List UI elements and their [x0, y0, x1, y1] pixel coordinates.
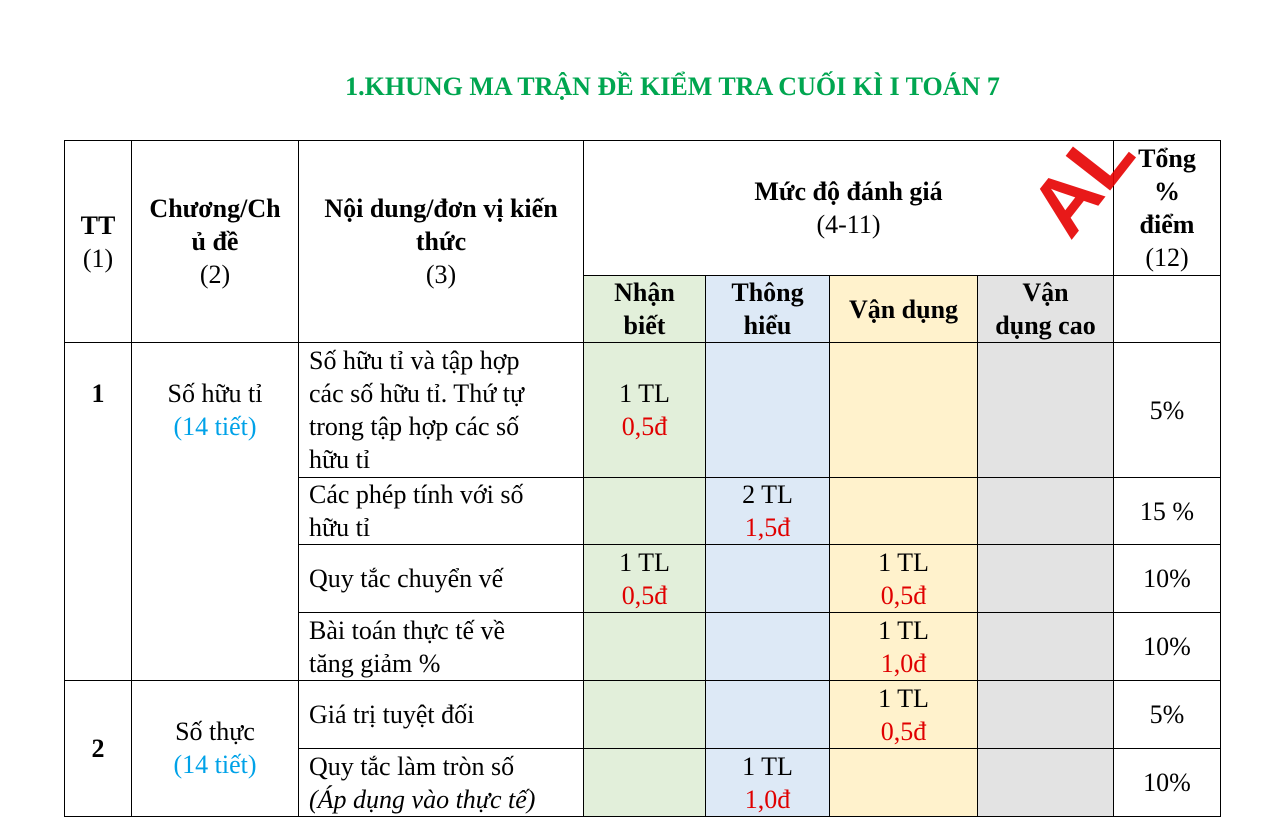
question-count: 1 TL	[619, 547, 670, 577]
cell-vdc	[978, 478, 1114, 545]
header-content-line1: Nội dung/đơn vị kiến	[324, 194, 558, 223]
total-percent: 5%	[1149, 395, 1185, 425]
topic-number	[65, 343, 132, 681]
cell-nb	[584, 613, 706, 681]
cell-vdc	[978, 613, 1114, 681]
content-unit	[299, 681, 584, 749]
points-value: 1,0đ	[880, 648, 927, 678]
header-nb-line1: Nhận	[614, 278, 675, 307]
header-tt-label: TT	[80, 210, 116, 240]
total-percent-cell	[1114, 478, 1221, 545]
cell-nb	[584, 343, 706, 478]
cell-vd	[830, 749, 978, 817]
points-value: 0,5đ	[621, 412, 668, 441]
cell-vd	[830, 545, 978, 613]
total-percent: 10%	[1143, 632, 1191, 661]
question-count: 1 TL	[742, 751, 793, 781]
chapter-name: Số hữu tỉ	[167, 379, 263, 408]
content-unit	[299, 613, 584, 681]
document-title: 1.KHUNG MA TRẬN ĐỀ KIỂM TRA CUỐI KÌ I TOÁN 7	[345, 72, 1000, 101]
header-th-line2: hiểu	[743, 311, 792, 340]
header-level-label: Mức độ đánh giá	[754, 177, 943, 206]
header-level-nhan-biet	[584, 276, 706, 343]
content-unit	[299, 343, 584, 478]
cell-th	[706, 343, 830, 478]
question-count: 2 TL	[742, 480, 793, 509]
header-level-van-dung	[830, 276, 978, 343]
header-chapter-line2: ủ đề	[191, 227, 239, 256]
question-count: 1 TL	[619, 379, 670, 408]
header-level-van-dung-cao	[978, 276, 1114, 343]
header-content-line2: thức	[415, 227, 467, 256]
points-value: 0,5đ	[880, 580, 927, 610]
chapter-cell	[132, 343, 299, 681]
watermark-stamp: AL	[1012, 110, 1152, 253]
content-line: Giá trị tuyệt đối	[309, 700, 475, 729]
content-line: hữu tỉ	[309, 513, 371, 542]
question-count: 1 TL	[878, 547, 929, 577]
cell-nb	[584, 478, 706, 545]
content-unit	[299, 545, 584, 613]
header-chapter-line1: Chương/Ch	[149, 194, 281, 223]
chapter-periods: (14 tiết)	[173, 412, 257, 441]
content-unit	[299, 749, 584, 817]
cell-nb	[584, 681, 706, 749]
header-vdc-line1: Vận	[1022, 278, 1069, 307]
header-level-num: (4-11)	[816, 210, 881, 239]
topic-number	[65, 681, 132, 817]
cell-vdc	[978, 545, 1114, 613]
chapter-cell	[132, 681, 299, 817]
cell-vd	[830, 478, 978, 545]
points-value: 0,5đ	[621, 580, 668, 610]
total-percent: 10%	[1143, 768, 1191, 797]
header-total-empty	[1114, 276, 1221, 343]
header-total-line3: điểm	[1139, 210, 1195, 239]
topic-number-label: 2	[91, 734, 105, 763]
header-level	[584, 141, 1114, 276]
content-line: (Áp dụng vào thực tế)	[309, 784, 536, 814]
question-count: 1 TL	[878, 615, 929, 645]
table-row	[65, 343, 1221, 478]
total-percent: 5%	[1149, 700, 1185, 729]
cell-vd	[830, 613, 978, 681]
cell-vdc	[978, 681, 1114, 749]
total-percent-cell	[1114, 613, 1221, 681]
content-line: hữu tỉ	[309, 445, 371, 474]
total-percent: 15 %	[1139, 496, 1195, 526]
header-vdc-line2: dụng cao	[995, 311, 1096, 340]
total-percent-cell	[1114, 681, 1221, 749]
content-line: trong tập hợp các số	[309, 412, 520, 441]
header-tt-num: (1)	[82, 243, 114, 273]
header-tt	[65, 141, 132, 343]
total-percent-cell	[1114, 545, 1221, 613]
cell-vd	[830, 681, 978, 749]
cell-th	[706, 681, 830, 749]
header-content	[299, 141, 584, 343]
cell-nb	[584, 749, 706, 817]
content-line: Bài toán thực tế về	[309, 615, 506, 645]
header-th-line1: Thông	[731, 278, 804, 307]
cell-vd	[830, 343, 978, 478]
points-value: 0,5đ	[880, 716, 927, 746]
header-row-top	[65, 141, 1221, 276]
cell-vdc	[978, 343, 1114, 478]
chapter-periods: (14 tiết)	[173, 750, 257, 779]
header-chapter-num: (2)	[199, 260, 231, 289]
matrix-body	[65, 343, 1221, 817]
content-unit	[299, 478, 584, 545]
assessment-matrix-table	[64, 140, 1221, 817]
points-value: 1,0đ	[744, 784, 791, 814]
header-total-line1: Tổng	[1138, 144, 1196, 173]
table-row	[65, 681, 1221, 749]
header-total-line2: %	[1154, 177, 1180, 206]
cell-th	[706, 613, 830, 681]
content-line: Các phép tính với số	[309, 480, 524, 509]
total-percent: 10%	[1143, 564, 1191, 593]
total-percent-cell	[1114, 749, 1221, 817]
header-total-num: (12)	[1145, 243, 1189, 272]
points-value: 1,5đ	[744, 513, 791, 542]
cell-th	[706, 749, 830, 817]
cell-th	[706, 478, 830, 545]
header-content-num: (3)	[425, 260, 457, 289]
cell-nb	[584, 545, 706, 613]
cell-vdc	[978, 749, 1114, 817]
header-nb-line2: biết	[623, 311, 666, 340]
header-total	[1114, 141, 1221, 276]
content-line: Quy tắc chuyển vế	[309, 564, 504, 593]
total-percent-cell	[1114, 343, 1221, 478]
content-line: các số hữu tỉ. Thứ tự	[309, 379, 525, 408]
content-line: Quy tắc làm tròn số	[309, 751, 515, 781]
header-chapter	[132, 141, 299, 343]
topic-number-label: 1	[91, 379, 105, 408]
chapter-name: Số thực	[175, 717, 255, 746]
question-count: 1 TL	[878, 683, 929, 713]
content-line: tăng giảm %	[309, 648, 441, 678]
cell-th	[706, 545, 830, 613]
content-line: Số hữu tỉ và tập hợp	[309, 346, 520, 375]
header-vd-line1: Vận dụng	[848, 294, 959, 324]
header-level-thong-hieu	[706, 276, 830, 343]
